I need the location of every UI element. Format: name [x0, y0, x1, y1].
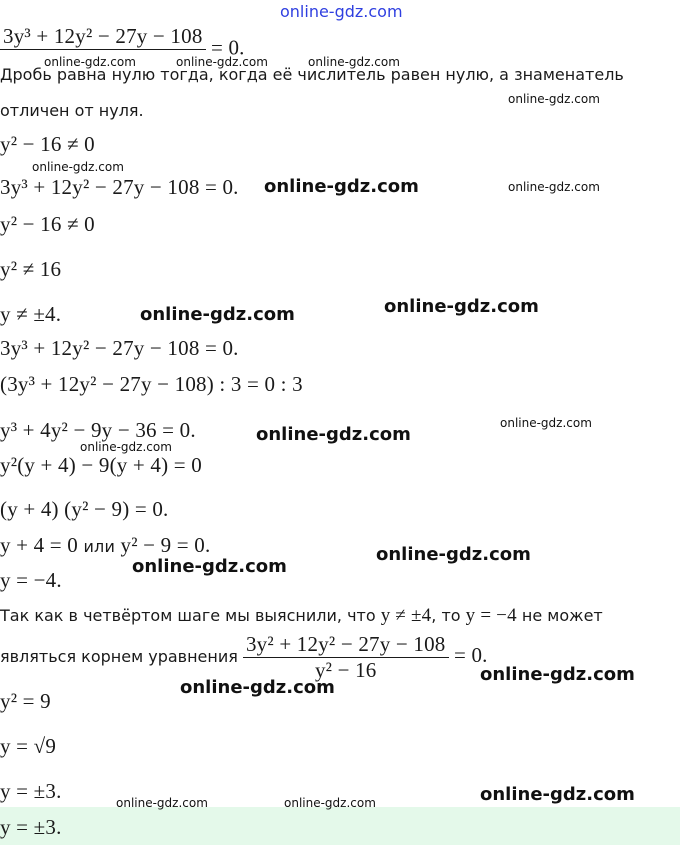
- split-left: y + 4 = 0: [0, 533, 84, 557]
- watermark: online-gdz.com: [180, 677, 335, 698]
- split-equations: [0, 533, 210, 558]
- watermark: online-gdz.com: [132, 556, 287, 577]
- step-a-2: y² ≠ 16: [0, 257, 62, 281]
- step-c-1: y² = 9: [0, 689, 51, 713]
- step-b-3: y³ + 4y² − 9y − 36 = 0.: [0, 418, 196, 442]
- split-right: y² − 9 = 0.: [115, 533, 211, 557]
- watermark: online-gdz.com: [264, 176, 419, 197]
- watermark: online-gdz.com: [500, 416, 592, 430]
- reason-math-1: y ≠ ±4: [380, 605, 432, 626]
- watermark: online-gdz.com: [44, 55, 136, 69]
- watermark: online-gdz.com: [384, 296, 539, 317]
- watermark: online-gdz.com: [176, 55, 268, 69]
- watermark: online-gdz.com: [32, 160, 124, 174]
- reason-line-2: [0, 632, 488, 683]
- watermark: online-gdz.com: [116, 796, 208, 810]
- step-c-3: y = ±3.: [0, 779, 62, 803]
- reason-line-2-text: являться корнем уравнения: [0, 647, 243, 666]
- reason-fraction: [243, 632, 449, 683]
- reason-fraction-rest: = 0.: [448, 643, 488, 667]
- denominator-condition: y² − 16 ≠ 0: [0, 132, 95, 156]
- watermark: online-gdz.com: [308, 55, 400, 69]
- first-equation-rest: = 0.: [205, 35, 245, 60]
- step-b-1: 3y³ + 12y² − 27y − 108 = 0.: [0, 336, 239, 360]
- final-answer: y = ±3.: [0, 815, 62, 839]
- watermark: online-gdz.com: [480, 784, 635, 805]
- answer-highlight: [0, 807, 680, 845]
- first-equation-numerator: 3y³ + 12y² − 27y − 108: [0, 24, 206, 50]
- watermark: online-gdz.com: [376, 544, 531, 565]
- reason-fraction-numerator: 3y² + 12y² − 27y − 108: [243, 632, 449, 658]
- step-b-2: (3y³ + 12y² − 27y − 108) : 3 = 0 : 3: [0, 372, 303, 396]
- watermark: online-gdz.com: [480, 664, 635, 685]
- excluded-root: y = −4.: [0, 568, 62, 592]
- watermark: online-gdz.com: [284, 796, 376, 810]
- step-b-4: y²(y + 4) − 9(y + 4) = 0: [0, 453, 202, 477]
- reason-math-2: y = −4: [465, 605, 517, 626]
- intro-line-1: Дробь равна нулю тогда, когда её числитель равен нулю, а знаменатель: [0, 65, 624, 84]
- watermark: online-gdz.com: [256, 424, 411, 445]
- watermark: online-gdz.com: [508, 92, 600, 106]
- watermark: online-gdz.com: [80, 440, 172, 454]
- split-word: или: [83, 537, 116, 556]
- reason-line-1: Так как в четвёртом шаге мы выяснили, что y ≠ ±4, то y = −4 не может: [0, 605, 603, 626]
- step-a-3: y ≠ ±4.: [0, 302, 62, 326]
- step-b-5: (y + 4) (y² − 9) = 0.: [0, 497, 169, 521]
- step-a-1: y² − 16 ≠ 0: [0, 212, 95, 236]
- watermark: online-gdz.com: [140, 304, 295, 325]
- top-watermark: online-gdz.com: [280, 2, 403, 21]
- step-c-2: y = √9: [0, 734, 57, 758]
- numerator-equation: 3y³ + 12y² − 27y − 108 = 0.: [0, 175, 239, 199]
- intro-line-2: отличен от нуля.: [0, 101, 144, 120]
- reason-fraction-denominator: y² − 16: [314, 658, 377, 682]
- watermark: online-gdz.com: [508, 180, 600, 194]
